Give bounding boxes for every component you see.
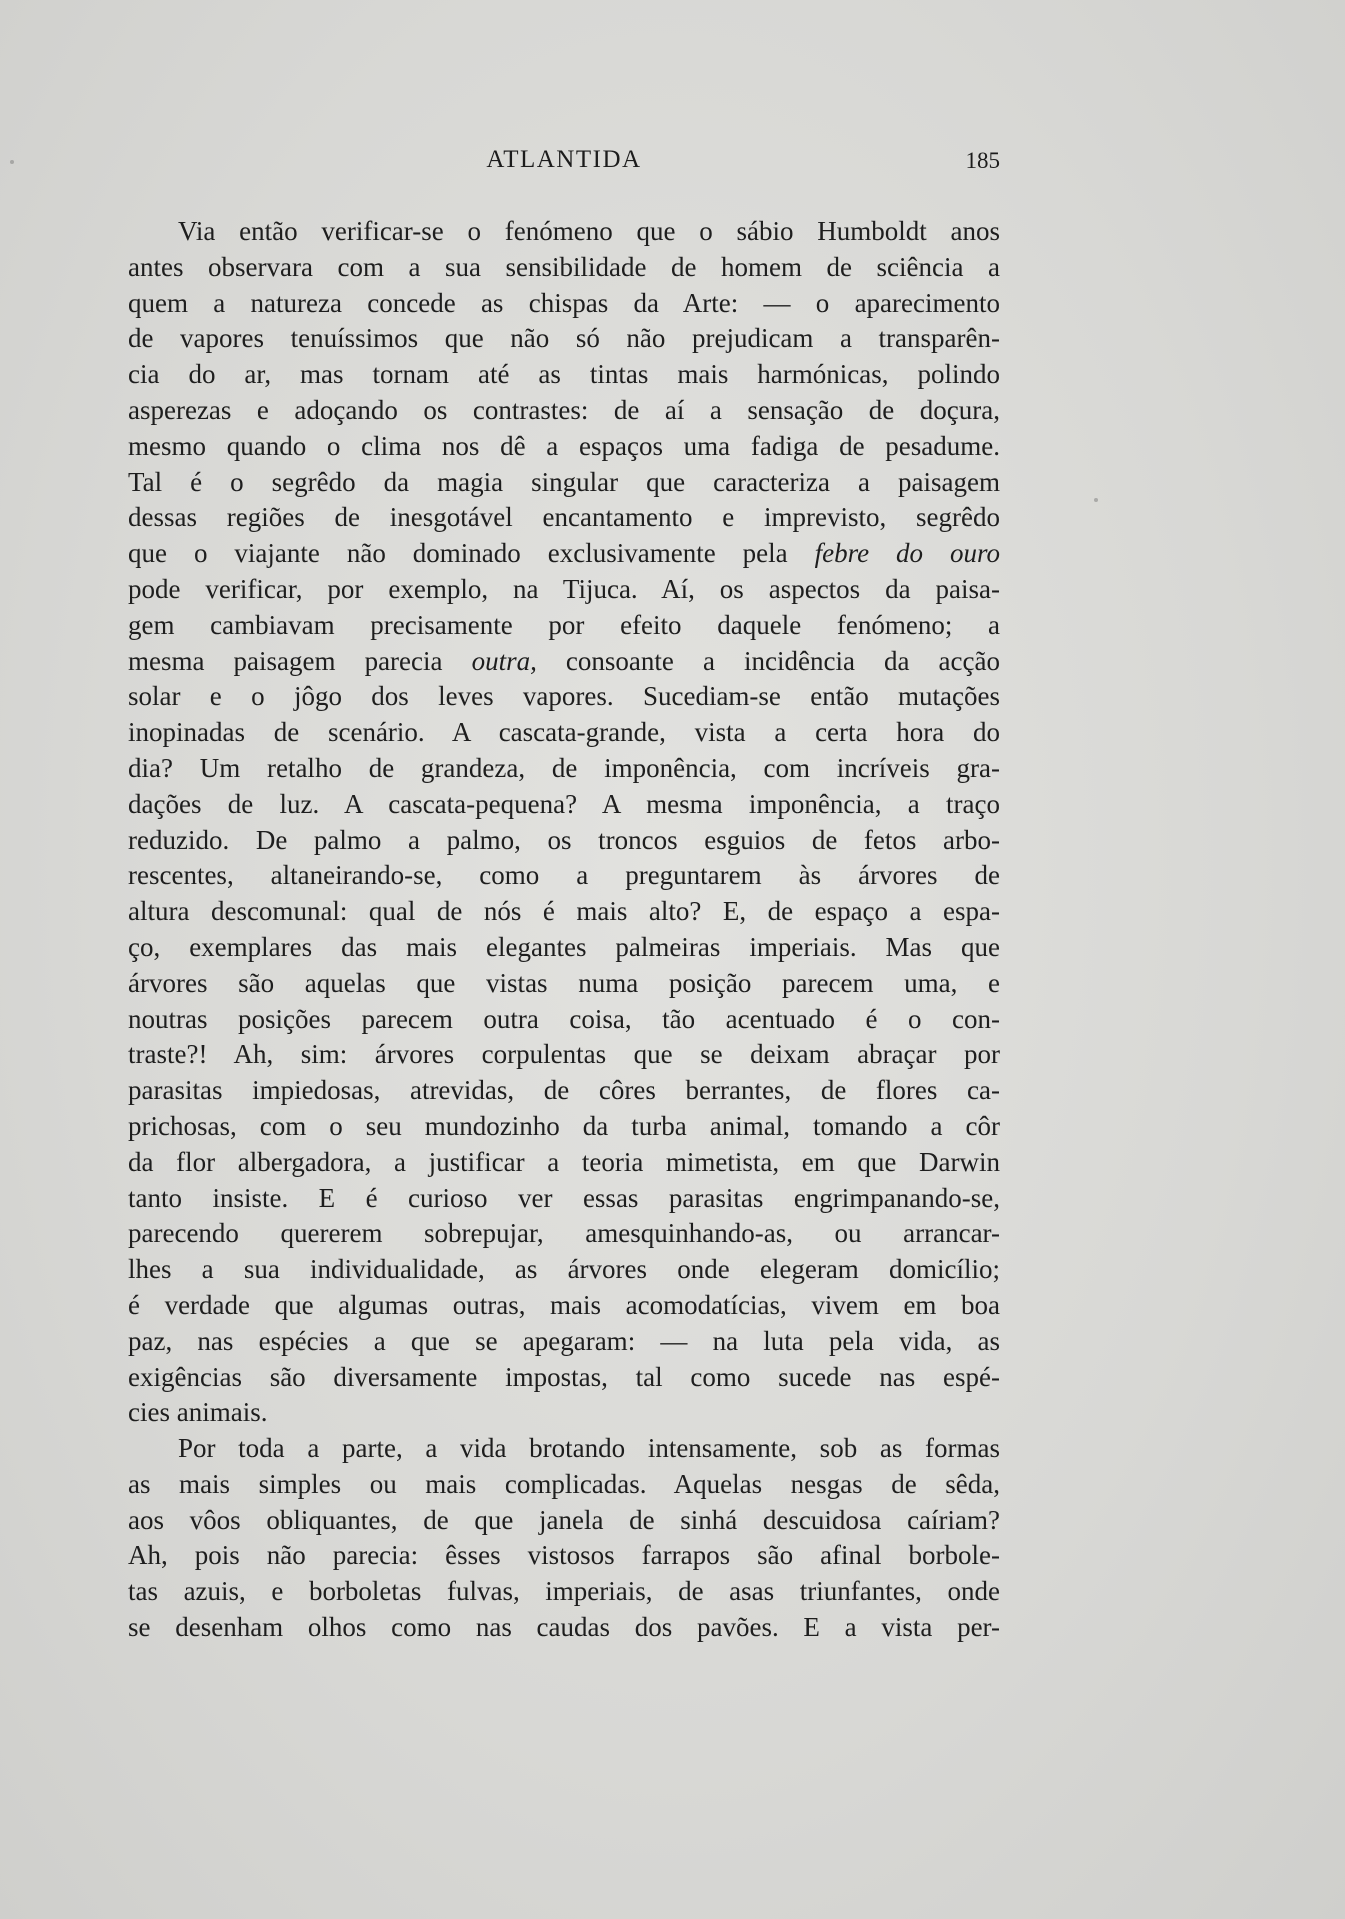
text-line: exigências são diversamente impostas, tal como sucede nas espé- xyxy=(128,1361,1000,1392)
italic-phrase: febre do ouro xyxy=(814,538,1001,569)
text-line-part: consoante a incidência da acção xyxy=(536,645,1000,676)
text-line: aos vôos obliquantes, de que janela de sinhá descuidosa caíriam? xyxy=(128,1504,1000,1535)
body-text xyxy=(128,214,1000,1646)
running-title: ATLANTIDA xyxy=(486,146,642,173)
text-line-part: mesma paisagem parecia xyxy=(128,645,472,676)
text-line: quem a natureza concede as chispas da Arte: — o aparecimento xyxy=(128,287,1000,318)
text-line: cies animais. xyxy=(128,1397,268,1428)
text-line: da flor albergadora, a justificar a teoria mimetista, em que Darwin xyxy=(128,1146,1000,1177)
text-line: gem cambiavam precisamente por efeito daquele fenómeno; a xyxy=(128,609,1000,640)
text-line: reduzido. De palmo a palmo, os troncos esguios de fetos arbo- xyxy=(128,824,1000,855)
text-line: dessas regiões de inesgotável encantamento e imprevisto, segrêdo xyxy=(128,502,1000,533)
text-line: parecendo quererem sobrepujar, amesquinhando-as, ou arrancar- xyxy=(128,1218,1000,1249)
text-line xyxy=(128,536,1000,572)
text-line: tas azuis, e borboletas fulvas, imperiais, de asas triunfantes, onde xyxy=(128,1576,1000,1607)
text-line: dações de luz. A cascata-pequena? A mesma imponência, a traço xyxy=(128,788,1000,819)
text-line: parasitas impiedosas, atrevidas, de côres berrantes, de flores ca- xyxy=(128,1075,1000,1106)
text-line: Ah, pois não parecia: êsses vistosos farrapos são afinal borbole- xyxy=(128,1540,1000,1571)
text-line: asperezas e adoçando os contrastes: de aí a sensação de doçura, xyxy=(128,394,1000,425)
text-line: antes observara com a sua sensibilidade de homem de sciência a xyxy=(128,251,1000,282)
text-line: Por toda a parte, a vida brotando intensamente, sob as formas xyxy=(178,1433,1000,1464)
text-line: pode verificar, por exemplo, na Tijuca. Aí, os aspectos da paisa- xyxy=(128,573,1000,604)
text-line: de vapores tenuíssimos que não só não prejudicam a transparên- xyxy=(128,323,1000,354)
text-line: inopinadas de scenário. A cascata-grande, vista a certa hora do xyxy=(128,717,1000,748)
page-header xyxy=(128,146,1000,186)
text-line: dia? Um retalho de grandeza, de imponência, com incríveis gra- xyxy=(128,752,1000,783)
text-line: se desenham olhos como nas caudas dos pavões. E a vista per- xyxy=(128,1612,1000,1643)
text-line: solar e o jôgo dos leves vapores. Sucediam-se então mutações xyxy=(128,681,1000,712)
text-line: árvores são aquelas que vistas numa posição parecem uma, e xyxy=(128,967,1000,998)
text-line: rescentes, altaneirando-se, como a preguntarem às árvores de xyxy=(128,860,1000,891)
page-number: 185 xyxy=(965,148,1000,173)
text-line: tanto insiste. E é curioso ver essas parasitas engrimpanando-se, xyxy=(128,1182,1000,1213)
text-line: prichosas, com o seu mundozinho da turba animal, tomando a côr xyxy=(128,1110,1000,1141)
text-line xyxy=(128,644,1000,680)
paper-speck xyxy=(10,160,14,164)
text-line: cia do ar, mas tornam até as tintas mais harmónicas, polindo xyxy=(128,359,1000,390)
text-line: mesmo quando o clima nos dê a espaços uma fadiga de pesadume. xyxy=(128,430,1000,461)
text-line: Via então verificar-se o fenómeno que o sábio Humboldt anos xyxy=(178,216,1000,246)
text-line: é verdade que algumas outras, mais acomodatícias, vivem em boa xyxy=(128,1289,1000,1320)
text-line: paz, nas espécies a que se apegaram: — na luta pela vida, as xyxy=(128,1325,1000,1356)
text-line: lhes a sua individualidade, as árvores onde elegeram domicílio; xyxy=(128,1254,1000,1285)
text-line: traste?! Ah, sim: árvores corpulentas que se deixam abraçar por xyxy=(128,1039,1000,1070)
text-line: as mais simples ou mais complicadas. Aquelas nesgas de sêda, xyxy=(128,1468,1000,1499)
paper-speck xyxy=(1094,498,1098,502)
italic-phrase: outra, xyxy=(471,645,537,676)
text-line: ço, exemplares das mais elegantes palmeiras imperiais. Mas que xyxy=(128,931,1000,962)
text-line-part: que o viajante não dominado exclusivamente pela xyxy=(128,538,815,569)
text-line: noutras posições parecem outra coisa, tão acentuado é o con- xyxy=(128,1003,1000,1034)
text-line: Tal é o segrêdo da magia singular que caracteriza a paisagem xyxy=(128,466,1000,497)
text-line: altura descomunal: qual de nós é mais alto? E, de espaço a espa- xyxy=(128,896,1000,927)
